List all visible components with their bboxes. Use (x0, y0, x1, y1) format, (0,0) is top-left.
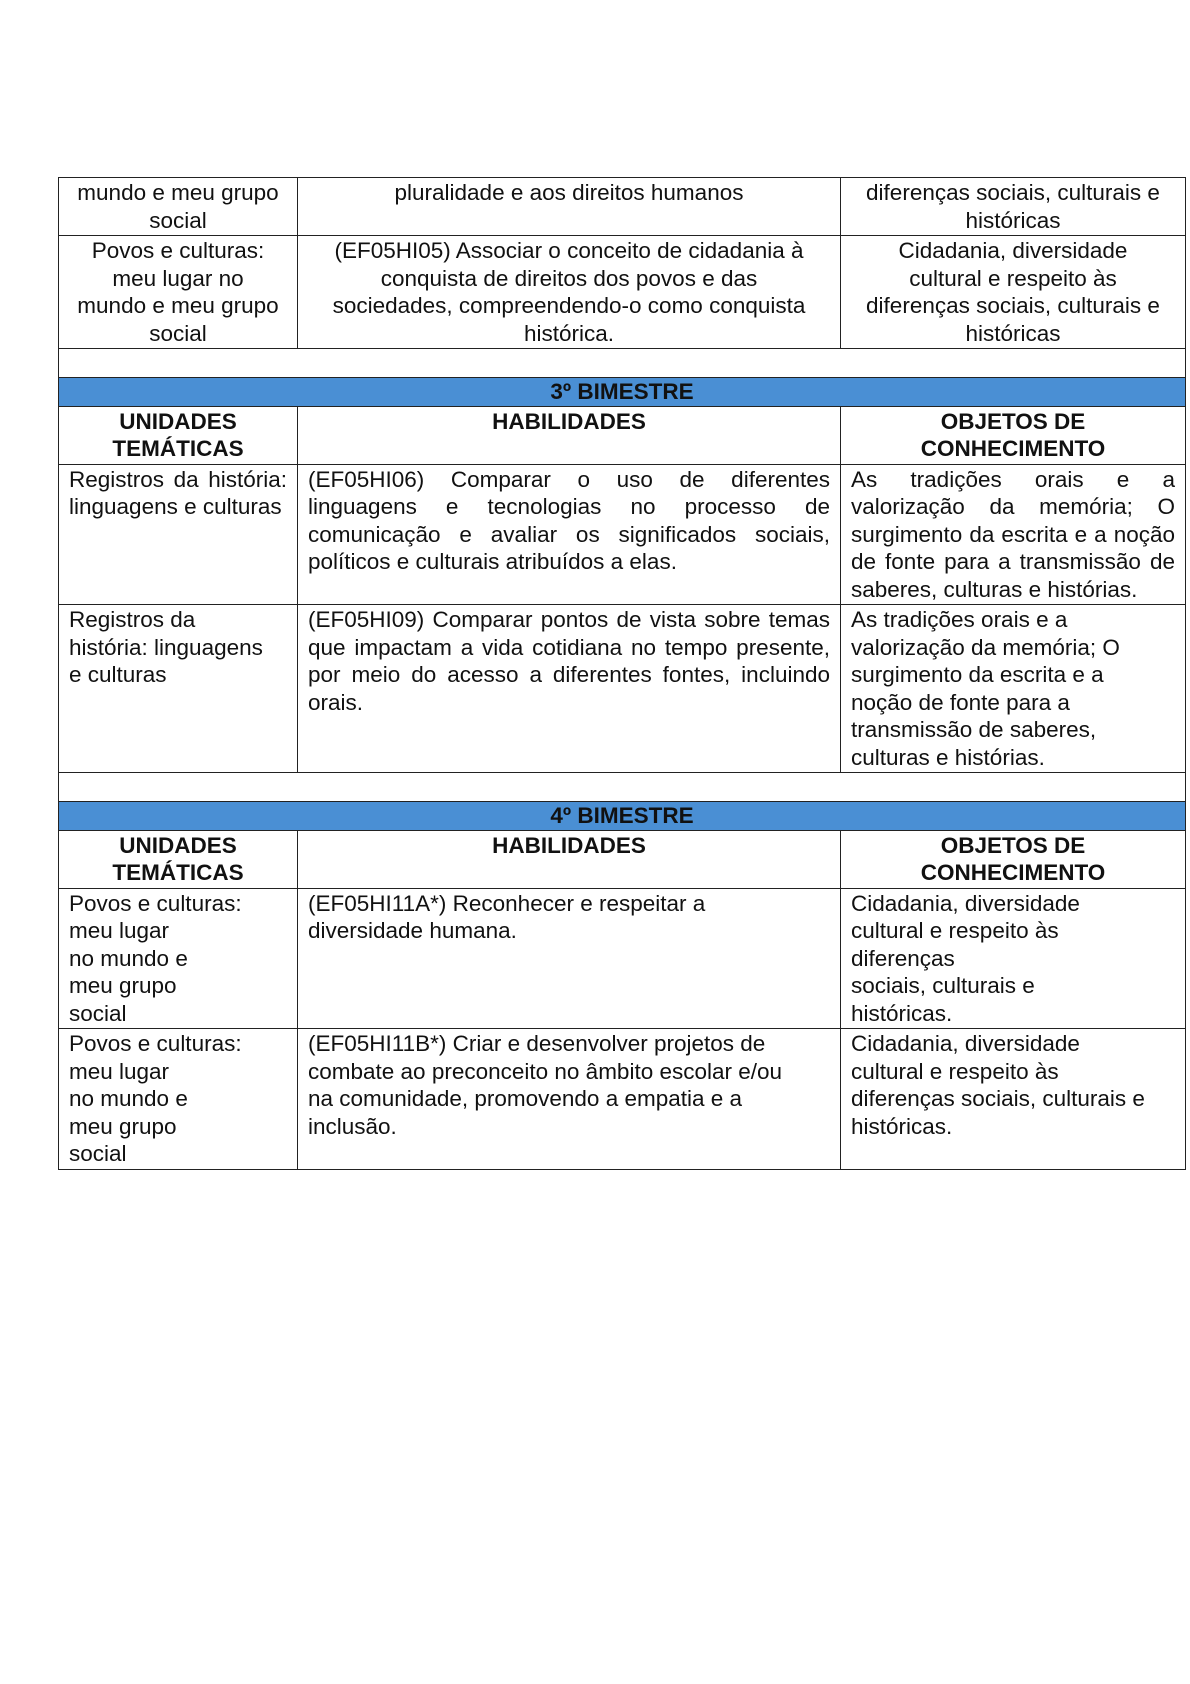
unidade-cell: Registros da história: linguagens e culturas (59, 605, 298, 773)
bimestre-title: 4º BIMESTRE (59, 802, 1186, 831)
header-row (59, 830, 1186, 888)
habilidade-cell: pluralidade e aos direitos humanos (298, 178, 841, 236)
spacer-row (59, 349, 1186, 378)
unidade-cell: Povos e culturas: meu lugar no mundo e meu grupo social (59, 1029, 298, 1170)
header-habilidades: HABILIDADES (298, 830, 841, 888)
header-unidades: UNIDADES TEMÁTICAS (59, 830, 298, 888)
unidade-cell: Povos e culturas: meu lugar no mundo e meu grupo social (59, 236, 298, 349)
objeto-cell: As tradições orais e a valorização da memória; O surgimento da escrita e a noção de fonte para a transmissão de saberes, culturas e histórias. (841, 464, 1186, 605)
habilidade-cell: (EF05HI11A*) Reconhecer e respeitar a diversidade humana. (298, 888, 841, 1029)
habilidade-cell: (EF05HI06) Comparar o uso de diferentes linguagens e tecnologias no processo de comunicação e avaliar os significados sociais, políticos e culturais atribuídos a elas. (298, 464, 841, 605)
spacer-row (59, 773, 1186, 802)
header-habilidades: HABILIDADES (298, 406, 841, 464)
habilidade-cell: (EF05HI11B*) Criar e desenvolver projetos de combate ao preconceito no âmbito escolar e/ou na comunidade, promovendo a empatia e a inclusão. (298, 1029, 841, 1170)
table-row (59, 888, 1186, 1029)
unidade-cell: mundo e meu grupo social (59, 178, 298, 236)
objeto-cell: As tradições orais e a valorização da memória; O surgimento da escrita e a noção de fonte para a transmissão de saberes, culturas e histórias. (841, 605, 1186, 773)
header-row (59, 406, 1186, 464)
objeto-cell: Cidadania, diversidade cultural e respeito às diferenças sociais, culturais e históricas. (841, 888, 1186, 1029)
table-row (59, 464, 1186, 605)
objeto-cell: Cidadania, diversidade cultural e respeito às diferenças sociais, culturais e históricas (841, 236, 1186, 349)
unidade-cell: Registros da história: linguagens e culturas (59, 464, 298, 605)
table-row (59, 236, 1186, 349)
table-row (59, 178, 1186, 236)
unidade-cell: Povos e culturas: meu lugar no mundo e meu grupo social (59, 888, 298, 1029)
table-row (59, 605, 1186, 773)
habilidade-cell: (EF05HI05) Associar o conceito de cidadania à conquista de direitos dos povos e das sociedades, compreendendo-o como conquista histórica. (298, 236, 841, 349)
table-row (59, 1029, 1186, 1170)
habilidade-cell: (EF05HI09) Comparar pontos de vista sobre temas que impactam a vida cotidiana no tempo presente, por meio do acesso a diferentes fontes, incluindo orais. (298, 605, 841, 773)
bimestre-4-band (59, 802, 1186, 831)
bimestre-3-band (59, 378, 1186, 407)
header-objetos: OBJETOS DE CONHECIMENTO (841, 406, 1186, 464)
header-objetos: OBJETOS DE CONHECIMENTO (841, 830, 1186, 888)
curriculum-table (58, 177, 1186, 1170)
objeto-cell: diferenças sociais, culturais e históricas (841, 178, 1186, 236)
objeto-cell: Cidadania, diversidade cultural e respeito às diferenças sociais, culturais e históricas. (841, 1029, 1186, 1170)
header-unidades: UNIDADES TEMÁTICAS (59, 406, 298, 464)
bimestre-title: 3º BIMESTRE (59, 378, 1186, 407)
